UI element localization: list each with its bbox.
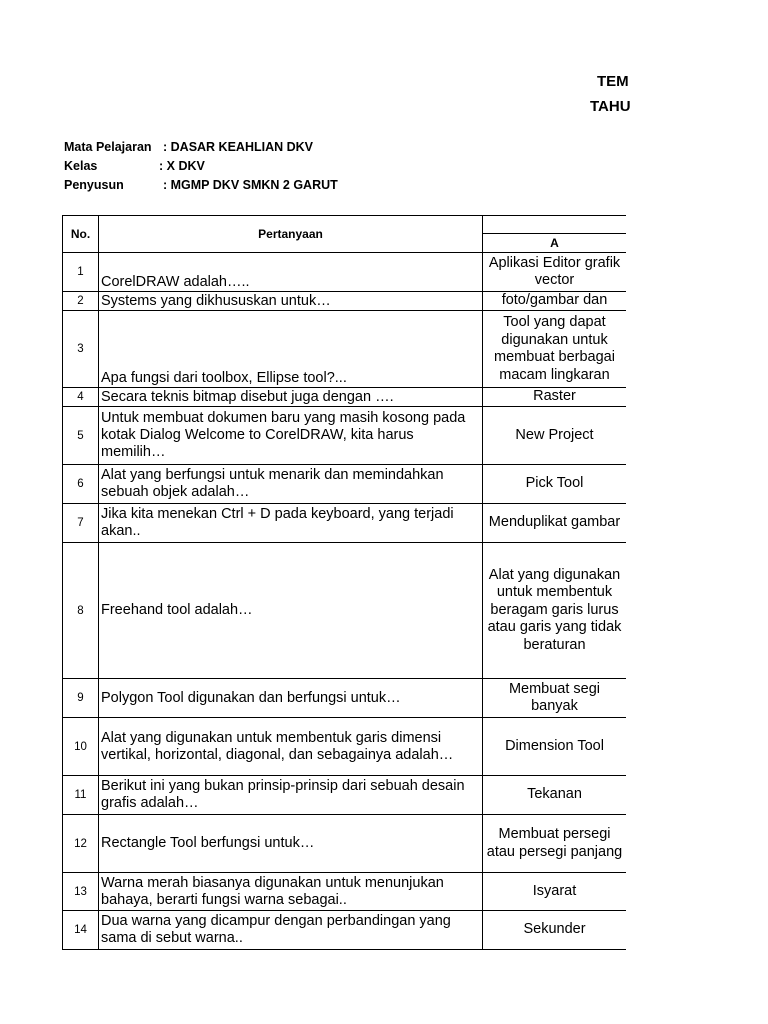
answer-a: Tool yang dapat digunakan untuk membuat berbagai macam lingkaran	[483, 311, 627, 388]
meta-author-label: Penyusun	[64, 178, 124, 192]
meta-subject-value: : DASAR KEAHLIAN DKV	[163, 140, 313, 154]
row-number: 6	[63, 465, 99, 504]
answer-a: Alat yang digunakan untuk membentuk beragam garis lurus atau garis yang tidak beraturan	[483, 543, 627, 679]
question-text: Secara teknis bitmap disebut juga dengan ….	[99, 388, 483, 407]
table-row	[63, 388, 627, 407]
question-text: Apa fungsi dari toolbox, Ellipse tool?...	[99, 311, 483, 388]
question-text: CorelDRAW adalah…..	[99, 253, 483, 292]
table-row	[63, 311, 627, 388]
meta-author-value: : MGMP DKV SMKN 2 GARUT	[163, 178, 338, 192]
question-text: Rectangle Tool berfungsi untuk…	[99, 815, 483, 873]
answer-a: Sekunder	[483, 911, 627, 950]
row-number: 1	[63, 253, 99, 292]
table-row	[63, 776, 627, 815]
row-number: 3	[63, 311, 99, 388]
answer-a: Pick Tool	[483, 465, 627, 504]
row-number: 12	[63, 815, 99, 873]
document-title-line-1: TEM	[597, 73, 629, 90]
table-row	[63, 718, 627, 776]
column-header-question: Pertanyaan	[99, 216, 483, 253]
answer-a: foto/gambar dan	[483, 292, 627, 311]
table-row	[63, 911, 627, 950]
row-number: 7	[63, 504, 99, 543]
row-number: 14	[63, 911, 99, 950]
table-row	[63, 407, 627, 465]
row-number: 10	[63, 718, 99, 776]
document-title-line-2: TAHU	[590, 98, 631, 115]
row-number: 2	[63, 292, 99, 311]
question-text: Systems yang dikhususkan untuk…	[99, 292, 483, 311]
table-row	[63, 504, 627, 543]
row-number: 13	[63, 873, 99, 911]
answer-a: Menduplikat gambar	[483, 504, 627, 543]
row-number: 8	[63, 543, 99, 679]
answer-a: New Project	[483, 407, 627, 465]
table-row	[63, 679, 627, 718]
answer-a: Dimension Tool	[483, 718, 627, 776]
meta-subject-label: Mata Pelajaran	[64, 140, 152, 154]
table-row	[63, 253, 627, 292]
table-row	[63, 873, 627, 911]
column-header-a: A	[483, 234, 627, 253]
question-text: Jika kita menekan Ctrl + D pada keyboard, yang terjadi akan..	[99, 504, 483, 543]
table-row	[63, 543, 627, 679]
answer-a: Aplikasi Editor grafik vector	[483, 253, 627, 292]
question-table	[62, 215, 626, 950]
question-text: Dua warna yang dicampur dengan perbandingan yang sama di sebut warna..	[99, 911, 483, 950]
table-row	[63, 292, 627, 311]
row-number: 5	[63, 407, 99, 465]
question-text: Freehand tool adalah…	[99, 543, 483, 679]
table-row	[63, 465, 627, 504]
answer-a: Tekanan	[483, 776, 627, 815]
answer-a: Isyarat	[483, 873, 627, 911]
meta-class-value: : X DKV	[159, 159, 205, 173]
question-text: Untuk membuat dokumen baru yang masih kosong pada kotak Dialog Welcome to CorelDRAW, kita harus memilih…	[99, 407, 483, 465]
question-text: Warna merah biasanya digunakan untuk menunjukan bahaya, berarti fungsi warna sebagai..	[99, 873, 483, 911]
answer-a: Raster	[483, 388, 627, 407]
answer-a: Membuat segi banyak	[483, 679, 627, 718]
table-row	[63, 815, 627, 873]
column-header-no: No.	[63, 216, 99, 253]
question-text: Polygon Tool digunakan dan berfungsi untuk…	[99, 679, 483, 718]
question-text: Berikut ini yang bukan prinsip-prinsip dari sebuah desain grafis adalah…	[99, 776, 483, 815]
question-text: Alat yang berfungsi untuk menarik dan memindahkan sebuah objek adalah…	[99, 465, 483, 504]
meta-class-label: Kelas	[64, 159, 98, 173]
row-number: 9	[63, 679, 99, 718]
row-number: 4	[63, 388, 99, 407]
column-header-answers	[483, 216, 627, 234]
answer-a: Membuat persegi atau persegi panjang	[483, 815, 627, 873]
question-text: Alat yang digunakan untuk membentuk garis dimensi vertikal, horizontal, diagonal, dan sebagainya adalah…	[99, 718, 483, 776]
row-number: 11	[63, 776, 99, 815]
